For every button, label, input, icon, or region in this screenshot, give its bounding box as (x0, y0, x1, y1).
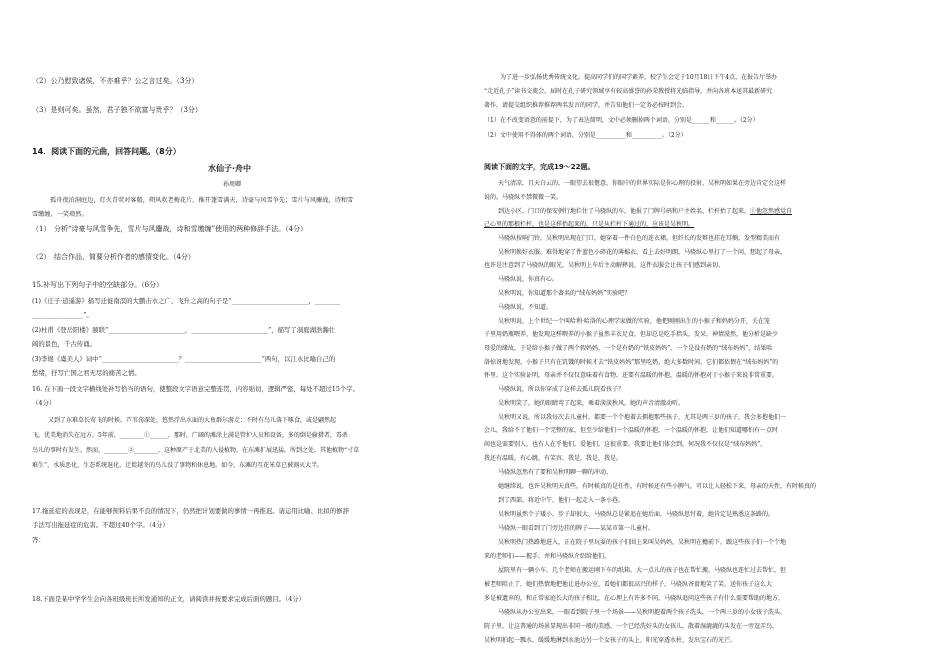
q16-passage: 飞，优美地消失在远方。5年前，________①______，那时，广阔的滩涂上满是管护人员和设备，多的倒是偷猎者，毒杀 (32, 432, 348, 439)
q16-passage: 难生”，水质恶化，生态系统退化，迁徙越冬的鸟儿没了事物和休息地。如今，东滩的互花米草已被割灭大半。 (32, 462, 324, 469)
passage-line: 怀里。这个实验证明，母亲并不仅仅意味着有食物，还要有温暖的怀抱，温暖的怀抱对于小猴子来说非常重要。 (484, 372, 779, 379)
passage-line: 会儿，我给不了他们一个完整的家，但至少给他们一个温暖的怀抱，一个温暖的怀抱，让他们知道哪怕有一点时 (484, 427, 779, 434)
passage-line: 马骁纵按响门铃，吴秋明出现在门口，她穿着一件白色的连衣裙，但纤长的发辫也挂在耳侧，发型精美而有 (498, 235, 781, 242)
underlined-sentence: ①他忽然感觉自 (750, 208, 793, 215)
passage-line: 马骁纵一眼看到了门旁边挂的牌子——某某市第一儿童村。 (498, 525, 655, 532)
passage-line: 间也是需要别人，也有人在乎他们，爱他们，这很重要。我要让他们体会到，何况我不仅仅是“绒布妈妈”， (484, 441, 767, 448)
passage-line: 到了西部，将近中午，他们一起走入一条小巷。 (498, 497, 625, 504)
q14-heading: 14．阅读下面的元曲，回答问题。（8分） (32, 147, 181, 156)
underlined-sentence: 己心里的那根栏杆，也是这样抬起来的，只是从栏杆下通过的，应该是吴秋明。 (484, 221, 695, 228)
notice-text: “走近孔子”读书交流会，届时在孔子研究领域享有较高盛誉的孙荣教授将光临指导，并向各班本送其最新研究 (484, 88, 773, 95)
passage-line: 子里用奶瓶喂养，他发现这样喂养的小猴子虽然丰衣足食，但却总是吃手指头，发呆，神情漠然，他分析是缺少 (484, 331, 779, 338)
q16-passage: 又到了东难草长莺飞的时候。芦苇荡深处，悠然浮出水面的大鱼群尔游走；不时有鸟儿落下啄食，或是翩然起 (48, 417, 337, 424)
q15-3-cont: 愁绪，抒写亡国之君无尽的痛苦之情。 (32, 369, 141, 377)
passage-line: 多是被遗弃的，和正常家庭长大的孩子相比，在心理上有许多不同，马骁纵追问这些孩子有什么需要帮助的地方， (484, 595, 785, 602)
passage-line: 马骁纵从办公室出来，一眼看到院子里一个场景——吴秋明抱着两个孩子洗头，一个两三岁的小女孩子洗头， (498, 609, 787, 616)
poem-title: 水仙子·舟中 (208, 164, 252, 173)
q15-1-cont: ________________”。 (32, 311, 93, 319)
passage-line: 吴秋明拍起一瓢水，缓缓地淋到水池边另一个女孩子的头上，阳光穿透水柱，发出宝石的光芒。 (484, 637, 737, 644)
passage-line: 马骁纵说，不知道。 (498, 304, 553, 311)
passage-line: 说的。马骁纵不禁微微一笑。 (484, 194, 563, 201)
poem-author: 孙周卿 (223, 181, 242, 188)
passage-line: 屋院里有一辆小车，几个老师在搬运刚下车的纸箱。大一点儿的孩子也在帮忙搬，马骁纵也连忙过去帮忙，但 (498, 567, 787, 574)
q15-heading: 15.补写出下列句子中的空缺部分。（6分） (32, 281, 164, 289)
passage-line: 吴秋明笑了，她的眼睛弯了起来，乘着淡淡秋风，她的声音清澈动听。 (498, 400, 685, 407)
notice-text: 著作，请提交组织推荐推荐两名发言的同学，并告知他们一定务必按时到会。 (484, 102, 689, 109)
q16-passage: 鸟儿的事时有发生。然而，________②________，这种原产于北美的入侵植物，在东滩扩展迅猛，所到之处，其他植物“寸草 (32, 447, 360, 454)
passage-line: 我还有温暖，有心跳，有笑容，我是，我是，我是。 (484, 455, 623, 462)
passage-line: 马骁纵忽然有了要和吴秋明聊一聊的冲动。 (498, 469, 613, 476)
reading-heading: 阅读下面的文字，完成19～22题。 (484, 163, 595, 171)
passage-line: 吴秋明热门热路地进入，正在院子里玩耍的孩子们围上来叫吴妈妈，吴秋明在檐前下，跟这些孩子们一个个地 (498, 539, 787, 546)
q15-2-cont: 阔的景色，千古传诵。 (32, 340, 96, 348)
q18: 18.下面是某中学学生会向各班级班长所发通知的正文，请阅读并按要求完成后面的题目。（4分） (32, 595, 306, 603)
passage-line: 吴秋明虽然个子矮小，步子却很大，马骁纵总是紧追在她后面，马骁纵思忖着，她肯定是熟悉这条路的。 (498, 511, 775, 518)
notice-text: 为了进一步弘扬优秀传统文化，提高同学们的国学素养，校学生会定于10月18日下午4点，在报告厅举办 (500, 74, 778, 81)
passage-line: 马骁纵说，所以你穿成了这样去孤儿院看孩子？ (498, 386, 625, 393)
passage-line: 院子里，让这普通的场景显现出非同一般的美感，一个已经洗好头的女孩儿，散着湿漉漉的头发在一旁逗弄鸟， (484, 623, 779, 630)
q17: 17.拖延症的表现是，在能够预料后果不良的情况下，仍然把计划要做的事情一再推迟。请运用比喻、比拟的修辞 (32, 507, 349, 515)
passage-line (498, 209, 792, 215)
q18-1: （1）在不改变语意的前提下，为了表达简明，文中必须删掉两个词语，分别是______和______。（2分） (484, 117, 759, 124)
passage-line: 洛惊讶地发现，小猴子只有在饥饿的时候才去“铁皮妈妈”那里吃奶，绝大多数时间，它们都依偎在“绒布妈妈”的 (484, 359, 779, 366)
passage-line: 吴秋明换好衣服，难得地穿了件蓝色小碎花的薄棉衣，看上去好明朗，马骁纵心里打了一个问，想起了母亲， (498, 249, 787, 256)
passage-line: 母爱的缘故，于是给小猴子做了两个假妈妈，一个是有奶的“铁皮妈妈”，一个是没有奶的“绒布妈妈”，结果哈 (484, 345, 773, 352)
q16: 16. 在下面一段文字横线处补写恰当的语句，使整段文字语意完整连贯，内容贴切，逻辑严密，每处不超过15个字。 (32, 385, 360, 393)
passage-line: 马骁纵说，你真有心。 (498, 276, 559, 283)
q14-1: （1） 分析“诗豪与风雪争先，雪片与风鏖战，诗和雪缴缠”使用的两种修辞手法。（4分） (32, 225, 308, 233)
passage-line: 也许是注意到了马骁纵的眼光，吴秋明上车后主动解释说，这件衣服会让孩子们感到亲切。 (484, 262, 725, 269)
passage-line: 来的老师们——握手，并和马骁纵介绍给他们。 (484, 553, 611, 560)
passage-line: 吴秋明又说，所以我每次去儿童村，都要一个个抱着去拥抱那些孩子，尤其是两三岁的孩子，我会多抱他们一 (498, 414, 787, 421)
q15-3: (3)李煜《虞美人》词中“________________________？________________________”两句，以江水比喻自己的 (32, 355, 336, 363)
passage-line: 吴秋明说，上个世纪一个叫哈利·哈洛的心理学家做的实验，他把刚刚出生的小猴子和妈妈分开，关在笼 (498, 318, 770, 325)
q16-score: （4分） (32, 399, 56, 407)
q17-answer: 答： (32, 536, 45, 544)
q14-2: （2） 结合作品，简要分析作者的感情变化。（4分） (32, 253, 195, 261)
passage-line: 她继续说，也许吴秋明天真些，有时候真的是任性，有时候还有些小脾气，可以让人轻松下来，母亲的天性，有时候真的 (498, 483, 817, 490)
q13-3: （3）是则可矣。虽然，君子独不欲富与贵乎？（3分） (32, 106, 202, 114)
q13-2: （2）公乃慰致诸侯，不亦难乎？公之言过矣。（3分） (32, 77, 199, 85)
q15-1: (1)《庄子·逍遥游》描写迁徙南溟的大鹏击水之广、飞升之高的句子是“________________________，________ (32, 297, 341, 305)
poem-line: 雪缴缠，一笑琅然。 (32, 211, 88, 218)
poem-line: 孤舟夜泊洞庭边，灯火青荧对客船，朔风吹老梅花片，推开篷雪满天，诗豪与风雪争先；雪片与风鏖战，诗和雪 (50, 197, 354, 204)
passage-line: 天气清凉，且天白云的，一眼望去很惬意。你眼中的世界实际是你心理的投射，吴秋明如果在旁边肯定会这样 (498, 180, 787, 187)
passage-text: 到达小区，门口的保安例行地拦住了马骁纵的车，他报了门牌号码和户主姓名，栏杆抬了起来。 (498, 208, 751, 215)
q18-2: （2）文中使用不得体的两个词语，分别是__________和__________。（2分） (484, 132, 687, 139)
passage-line: 被老师阻止了，她们热情地把他让进办公室，看她们都很高兴的样子，马骁纵吝啬地笑了笑，送你孩子这么大 (484, 581, 773, 588)
q15-2: (2)杜甫《登岳阳楼》颔联“________________________，________________________”，描写了洞庭湖浩瀚壮 (32, 326, 336, 334)
q17-cont: 手法写出拖延症的危害。不超过40个字。（4分） (32, 521, 169, 529)
passage-line: 吴秋明说，你知道那个著名的“绒布妈妈”实验吧？ (498, 290, 631, 297)
